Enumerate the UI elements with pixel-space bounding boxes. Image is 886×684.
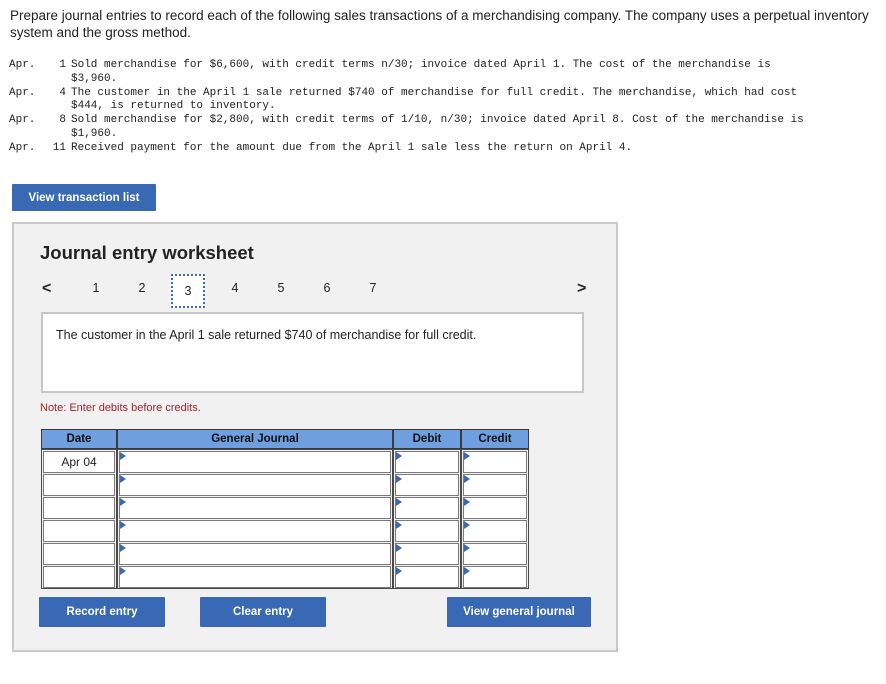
dropdown-triangle-icon (396, 498, 402, 506)
dropdown-triangle-icon (464, 498, 470, 506)
table-row (41, 497, 531, 519)
step-description: The customer in the April 1 sale returned $740 of merchandise for full credit. (56, 328, 477, 342)
transaction-month: Apr. (9, 114, 36, 126)
record-entry-button[interactable]: Record entry (39, 597, 165, 627)
dropdown-triangle-icon (120, 567, 126, 575)
step-7[interactable]: 7 (369, 281, 377, 295)
debit-cell[interactable] (395, 497, 459, 519)
credit-column-header: Credit (461, 429, 529, 449)
next-arrow-icon[interactable]: > (577, 280, 587, 297)
transaction-text-cont: $444, is returned to inventory. (71, 100, 276, 112)
table-row (41, 474, 531, 496)
general-journal-column-header: General Journal (117, 429, 393, 449)
transaction-item (9, 59, 869, 86)
account-cell[interactable] (119, 566, 391, 588)
dropdown-triangle-icon (464, 567, 470, 575)
date-cell[interactable] (43, 474, 115, 496)
credit-cell[interactable] (463, 497, 527, 519)
date-cell[interactable] (43, 497, 115, 519)
transaction-day: 1 (59, 59, 66, 71)
debit-cell[interactable] (395, 566, 459, 588)
transaction-item (9, 114, 869, 141)
date-cell[interactable] (43, 543, 115, 565)
table-row (41, 451, 531, 473)
credit-cell[interactable] (463, 451, 527, 473)
transaction-text: Sold merchandise for $6,600, with credit terms n/30; invoice dated April 1. The cost of the merchandise is (71, 59, 771, 71)
transaction-month: Apr. (9, 141, 36, 154)
clear-entry-button[interactable]: Clear entry (200, 597, 326, 627)
debit-cell[interactable] (395, 451, 459, 473)
account-cell[interactable] (119, 451, 391, 473)
dropdown-triangle-icon (396, 567, 402, 575)
account-cell[interactable] (119, 543, 391, 565)
instructions-text: Prepare journal entries to record each of the following sales transactions of a merchandising company. The company uses a perpetual inventory system and the gross method. (10, 8, 869, 40)
step-description-box (41, 312, 584, 393)
credit-cell[interactable] (463, 474, 527, 496)
debit-cell[interactable] (395, 520, 459, 542)
table-row (41, 566, 531, 588)
transaction-day: 11 (52, 141, 66, 154)
transaction-month: Apr. (9, 86, 36, 99)
dropdown-triangle-icon (396, 475, 402, 483)
view-general-journal-button[interactable]: View general journal (447, 597, 591, 627)
credit-cell[interactable] (463, 566, 527, 588)
dropdown-triangle-icon (464, 521, 470, 529)
account-cell[interactable] (119, 497, 391, 519)
table-row (41, 520, 531, 542)
step-2[interactable]: 2 (138, 281, 146, 295)
dropdown-triangle-icon (120, 544, 126, 552)
prev-arrow-icon[interactable]: < (42, 280, 52, 297)
transaction-text: The customer in the April 1 sale returned $740 of merchandise for full credit. The merchandise, which had cost (71, 86, 798, 99)
date-cell[interactable] (43, 566, 115, 588)
debit-cell[interactable] (395, 474, 459, 496)
transaction-item (9, 142, 869, 156)
view-transaction-list-button[interactable]: View transaction list (12, 184, 156, 211)
table-row (41, 543, 531, 565)
dropdown-triangle-icon (120, 498, 126, 506)
dropdown-triangle-icon (464, 452, 470, 460)
credit-cell[interactable] (463, 520, 527, 542)
account-cell[interactable] (119, 474, 391, 496)
step-3-active[interactable]: 3 (171, 274, 205, 308)
date-cell[interactable] (43, 520, 115, 542)
note-text: Note: Enter debits before credits. (40, 402, 201, 414)
transaction-list (9, 59, 879, 159)
transaction-month: Apr. (9, 59, 36, 71)
transaction-day: 8 (59, 114, 66, 126)
transaction-day: 4 (59, 86, 66, 99)
credit-cell[interactable] (463, 543, 527, 565)
step-6[interactable]: 6 (323, 281, 331, 295)
worksheet-title: Journal entry worksheet (40, 242, 254, 263)
transaction-text: Received payment for the amount due from the April 1 sale less the return on April 4. (71, 141, 633, 154)
dropdown-triangle-icon (120, 452, 126, 460)
debit-column-header: Debit (393, 429, 461, 449)
transaction-text-cont: $1,960. (71, 127, 118, 140)
transaction-text: Sold merchandise for $2,800, with credit terms of 1/10, n/30; invoice dated April 8. Cost of the merchandise is (71, 114, 804, 126)
dropdown-triangle-icon (464, 544, 470, 552)
step-5[interactable]: 5 (277, 281, 285, 295)
dropdown-triangle-icon (396, 544, 402, 552)
dropdown-triangle-icon (396, 521, 402, 529)
date-column-header: Date (41, 429, 117, 449)
dropdown-triangle-icon (120, 475, 126, 483)
dropdown-triangle-icon (464, 475, 470, 483)
transaction-item (9, 87, 869, 114)
transaction-text-cont: $3,960. (71, 72, 118, 85)
date-cell[interactable]: Apr 04 (43, 451, 115, 473)
dropdown-triangle-icon (396, 452, 402, 460)
debit-cell[interactable] (395, 543, 459, 565)
account-cell[interactable] (119, 520, 391, 542)
step-1[interactable]: 1 (92, 281, 100, 295)
step-4[interactable]: 4 (231, 281, 239, 295)
dropdown-triangle-icon (120, 521, 126, 529)
journal-entry-worksheet (12, 222, 618, 652)
